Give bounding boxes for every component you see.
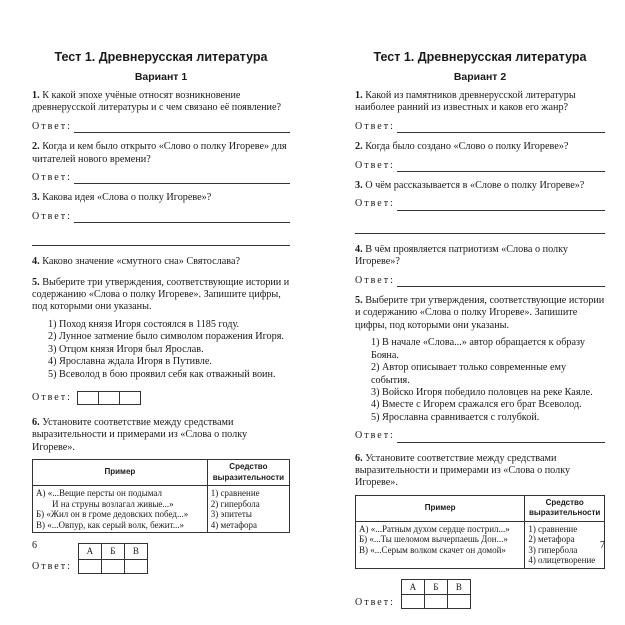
answer-row <box>355 430 605 442</box>
page-number: 6 <box>32 540 37 551</box>
table-header-means: Средство выразительности <box>525 495 605 521</box>
question-4 <box>32 256 290 268</box>
answer-line[interactable] <box>74 173 290 184</box>
question-text: Выберите три утверждения, соответствующие истории и содержанию «Слова о полку Игореве». Запишите цифры, под которыми они указаны. <box>355 295 605 331</box>
examples-cell <box>33 486 208 533</box>
question-text: Какова идея «Слова о полку Игореве»? <box>42 192 212 204</box>
grid-header: В <box>447 579 470 594</box>
example-item: В) «...Овпур, как серый волк, бежит...» <box>36 519 185 530</box>
question-number: 2. <box>355 141 363 153</box>
question-1 <box>32 90 290 115</box>
page-number: 7 <box>600 540 605 551</box>
variant-label: Вариант 2 <box>453 71 507 83</box>
question-text: Установите соответствие между средствами выразительности и примерами из «Слова о полку Игореве». <box>32 416 248 453</box>
answer-label: Ответ: <box>355 198 395 210</box>
answer-boxes-row <box>32 391 290 405</box>
table-header-example: Пример <box>356 495 525 521</box>
question-1 <box>355 90 605 115</box>
question-number: 3. <box>32 192 40 204</box>
example-item: И на струны возлагал живые...» <box>52 498 174 509</box>
option: 2) Автор описывает только современные ему события. <box>371 362 567 386</box>
answer-row <box>355 198 605 210</box>
option: 4) Ярославна ждала Игоря в Путивле. <box>48 356 212 368</box>
answer-grid-row <box>355 579 605 609</box>
answer-grid-row <box>32 543 290 573</box>
example-item: Б) «...Ты шеломом вычерпаешь Дон...» <box>359 534 508 545</box>
answer-row <box>32 211 290 223</box>
means-cell <box>525 521 605 568</box>
answer-line[interactable] <box>397 276 605 287</box>
grid-header: А <box>401 579 424 594</box>
means-item: 4) олицетворение <box>528 555 596 566</box>
answer-row <box>32 121 290 133</box>
question-2 <box>32 141 290 166</box>
option: 5) Ярославна сравнивается с голубкой. <box>371 411 540 423</box>
option: 2) Лунное затмение было символом поражения Игоря. <box>48 331 284 343</box>
answer-grid <box>78 543 148 573</box>
answer-line[interactable] <box>32 231 290 246</box>
answer-box[interactable] <box>98 391 120 405</box>
means-item: 3) гипербола <box>528 544 578 555</box>
question-text: О чём рассказывается в «Слове о полку Игореве»? <box>365 180 585 192</box>
grid-header: А <box>78 544 101 559</box>
grid-cell[interactable] <box>447 595 470 609</box>
option: 1) Поход князя Игоря состоялся в 1185 году. <box>48 318 240 330</box>
answer-label: Ответ: <box>355 274 395 286</box>
question-4 <box>355 244 605 269</box>
question-number: 4. <box>32 256 40 268</box>
answer-box[interactable] <box>77 391 99 405</box>
means-item: 2) гипербола <box>210 498 260 509</box>
question-text: Когда было создано «Слово о полку Игореве»? <box>365 141 569 153</box>
example-item: А) «...Вещие персты он подымал <box>36 488 162 499</box>
examples-cell <box>356 521 525 568</box>
answer-line[interactable] <box>397 122 605 133</box>
grid-cell[interactable] <box>78 559 101 573</box>
answer-boxes <box>78 391 141 405</box>
answer-label: Ответ: <box>355 120 395 132</box>
question-5 <box>355 295 605 332</box>
answer-grid <box>401 579 471 609</box>
answer-box[interactable] <box>119 391 141 405</box>
left-page <box>32 0 290 625</box>
means-item: 1) сравнение <box>210 488 260 499</box>
answer-label: Ответ: <box>32 391 72 403</box>
answer-row <box>32 172 290 184</box>
question-number: 2. <box>32 141 40 153</box>
question-text: Установите соответствие между средствами выразительности и примерами из «Слова о полку Игореве». <box>355 452 571 489</box>
question-text: Каково значение «смутного сна» Святослава? <box>42 256 241 268</box>
means-item: 3) эпитеты <box>210 509 252 520</box>
question-text: Выберите три утверждения, соответствующие истории и содержанию «Слова о полку Игореве». Запишите цифры, под которыми они указаны. <box>32 276 290 313</box>
question-number: 1. <box>32 90 40 101</box>
answer-row <box>355 121 605 133</box>
question-number: 3. <box>355 180 363 192</box>
question-5 <box>32 277 290 314</box>
question-number: 5. <box>355 295 363 307</box>
options-list <box>48 319 290 381</box>
question-6 <box>32 417 290 454</box>
question-number: 1. <box>355 90 363 101</box>
question-text: Какой из памятников древнерусской литературы наиболее ранний из известных и каков его жанр? <box>355 90 576 114</box>
option: 3) Войско Игоря победило половцев на реке Каяле. <box>371 386 593 398</box>
question-3 <box>32 192 290 204</box>
answer-line[interactable] <box>74 212 290 223</box>
answer-label: Ответ: <box>355 159 395 171</box>
answer-line[interactable] <box>397 200 605 211</box>
answer-line[interactable] <box>74 122 290 133</box>
grid-cell[interactable] <box>424 595 447 609</box>
right-page <box>355 0 605 625</box>
grid-header: В <box>124 544 147 559</box>
answer-line[interactable] <box>355 219 605 234</box>
question-text: Когда и кем было открыто «Слово о полку Игореве» для читателей нового времени? <box>32 141 287 165</box>
page-title: Тест 1. Древнерусская литература <box>373 50 587 64</box>
page-title: Тест 1. Древнерусская литература <box>54 50 268 64</box>
example-item: В) «...Серым волком скачет он домой» <box>359 544 506 555</box>
answer-row <box>355 275 605 287</box>
answer-label: Ответ: <box>32 210 72 222</box>
matching-table <box>355 495 605 569</box>
question-number: 5. <box>32 276 40 288</box>
grid-header: Б <box>101 544 124 559</box>
question-number: 4. <box>355 243 363 255</box>
answer-label: Ответ: <box>32 172 72 184</box>
question-text: К какой эпохе учёные относят возникновение древнерусской литературы и с чем связано её появление? <box>32 90 282 114</box>
options-list <box>371 337 605 424</box>
answer-line[interactable] <box>397 432 605 443</box>
answer-row <box>355 160 605 172</box>
option: 4) Вместе с Игорем сражался его брат Всеволод. <box>371 399 582 411</box>
means-item: 4) метафора <box>210 519 258 530</box>
answer-label: Ответ: <box>355 430 395 442</box>
option: 1) В начале «Слова...» автор обращается к образу Бояна. <box>371 337 585 361</box>
option: 3) Отцом князя Игоря был Ярослав. <box>48 343 204 355</box>
table-header-example: Пример <box>33 460 208 486</box>
grid-cell[interactable] <box>101 559 124 573</box>
question-text: В чём проявляется патриотизм «Слова о полку Игореве»? <box>355 243 569 268</box>
example-item: Б) «Жил он в громе дедовских побед...» <box>36 509 189 520</box>
question-number: 6. <box>32 416 40 428</box>
question-6 <box>355 453 605 490</box>
means-cell <box>207 486 289 533</box>
question-3 <box>355 180 605 192</box>
variant-label: Вариант 1 <box>134 71 188 83</box>
test-body <box>32 90 290 574</box>
grid-cell[interactable] <box>124 559 147 573</box>
means-item: 2) метафора <box>528 534 575 545</box>
table-header-means: Средство выразительности <box>207 460 289 486</box>
option: 5) Всеволод в бою проявил себя как отважный воин. <box>48 368 276 380</box>
question-2 <box>355 141 605 153</box>
answer-label: Ответ: <box>32 120 72 132</box>
test-body <box>355 90 605 609</box>
answer-label: Ответ: <box>355 596 395 608</box>
question-number: 6. <box>355 452 363 464</box>
answer-line[interactable] <box>397 161 605 172</box>
example-item: А) «...Ратным духом сердце пострил...» <box>359 523 510 534</box>
grid-header: Б <box>424 579 447 594</box>
matching-table <box>32 459 290 533</box>
answer-label: Ответ: <box>32 561 72 573</box>
grid-cell[interactable] <box>401 595 424 609</box>
means-item: 1) сравнение <box>528 523 578 534</box>
